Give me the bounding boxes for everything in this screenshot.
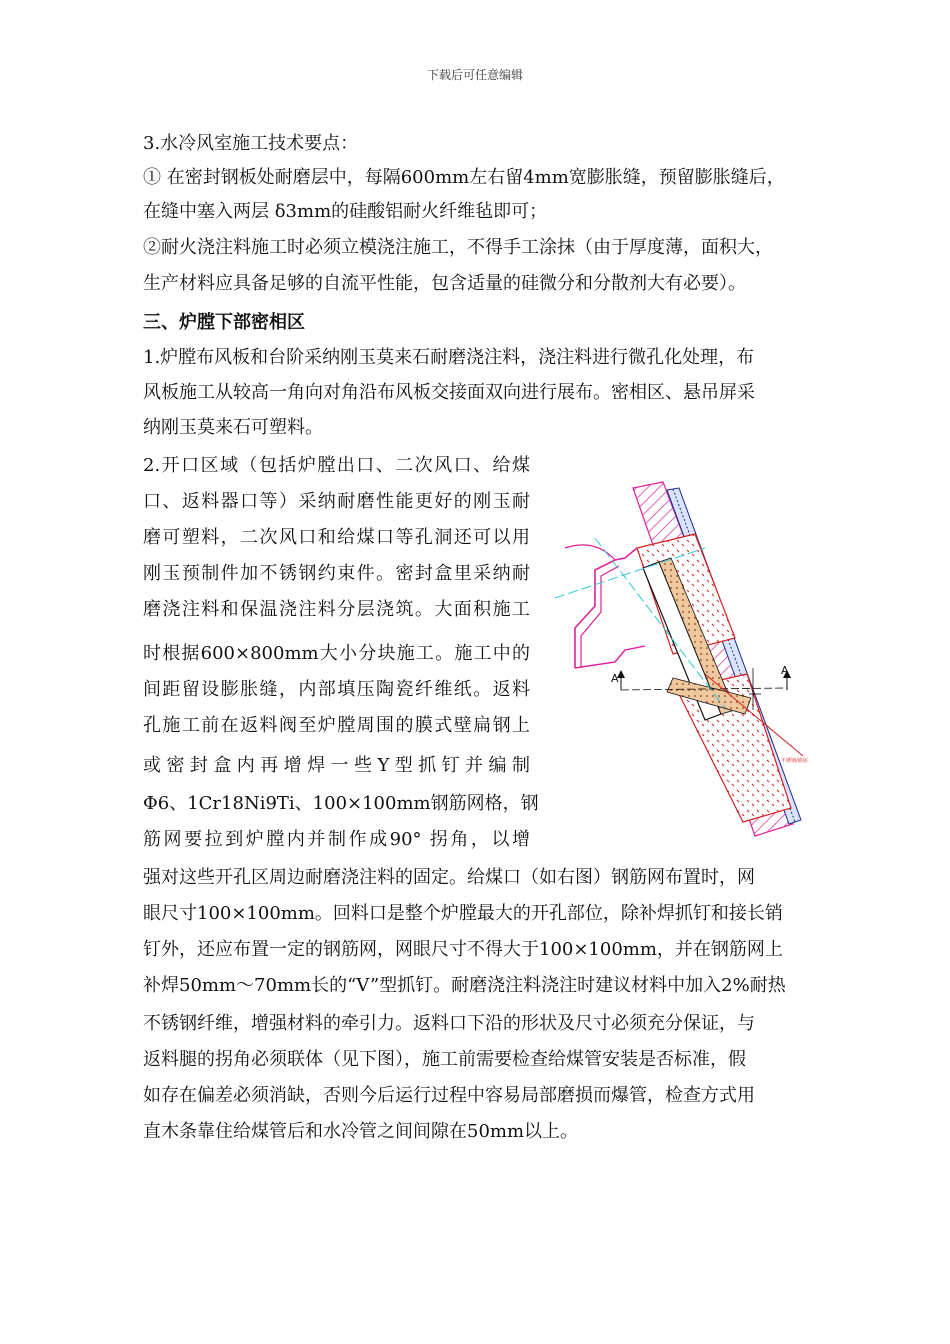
paragraph-line: 强对这些开孔区周边耐磨浇注料的固定。给煤口（如右图）钢筋网布置时，网 [143, 867, 755, 888]
paragraph-line: 风板施工从较高一角向对角沿布风板交接面双向进行展布。密相区、悬吊屏采 [143, 382, 755, 403]
paragraph-line: 在缝中塞入两层 δ3mm的硅酸铝耐火纤维毡即可； [143, 201, 548, 222]
paragraph-line: 或密封盒内再增焊一些Y型抓钉并编制 [143, 755, 530, 776]
section-label-right: A [781, 664, 789, 677]
paragraph-line: 不锈钢纤维，增强材料的牵引力。返料口下沿的形状及尺寸必须充分保证，与 [143, 1013, 755, 1034]
structure-outline-2 [581, 566, 619, 668]
section-heading-dense-zone: 三、炉膛下部密相区 [143, 312, 305, 333]
paragraph-line: 2.开口区域（包括炉膛出口、二次风口、给煤 [143, 455, 530, 476]
paragraph-line: 磨浇注料和保温浇注料分层浇筑。大面积施工 [143, 599, 530, 620]
page-header: 下载后可任意编辑 [426, 68, 523, 82]
structure-outline-3 [575, 646, 645, 668]
arc-outline [565, 545, 615, 560]
paragraph-line: 生产材料应具备足够的自流平性能，包含适量的硅微分和分散剂大有必要）。 [143, 273, 746, 294]
paragraph-line: 1.炉膛布风板和台阶采纳刚玉莫来石耐磨浇注料，浇注料进行微孔化处理，布 [143, 347, 755, 368]
note-label: 不锈钢/锚固 [781, 758, 808, 764]
section-label-left: A [611, 672, 619, 685]
paragraph-line: 补焊50mm～70mm长的“V”型抓钉。耐磨浇注料浇注时建议材料中加入2%耐热 [143, 975, 786, 996]
paragraph-line: 刚玉预制件加不锈钢约束件。密封盒里采纳耐 [143, 563, 530, 584]
paragraph-line: Φ6、1Cr18Ni9Ti、100×100mm钢筋网格，钢 [143, 793, 539, 814]
paragraph-line: 筋网要拉到炉膛内并制作成90° 拐角，以增 [143, 829, 530, 850]
paragraph-line: ① 在密封钢板处耐磨层中，每隔600mm左右留4mm宽膨胀缝，预留膨胀缝后， [143, 167, 785, 188]
paragraph-line: ②耐火浇注料施工时必须立模浇注施工，不得手工涂抹（由于厚度薄，面积大， [143, 237, 773, 258]
paragraph-line: 间距留设膨胀缝，内部填压陶瓷纤维纸。返料 [143, 679, 530, 700]
paragraph-line: 眼尺寸100×100mm。回料口是整个炉膛最大的开孔部位，除补焊抓钉和接长销 [143, 903, 783, 924]
paragraph-line: 直木条靠住给煤管后和水冷管之间间隙在50mm以上。 [143, 1121, 579, 1142]
paragraph-line: 钉外，还应布置一定的钢筋网，网眼尺寸不得大于100×100mm，并在钢筋网上 [143, 939, 783, 960]
paragraph-line: 孔施工前在返料阀至炉膛周围的膜式壁扁钢上 [143, 715, 530, 736]
paragraph-line: 如存在偏差必须消缺，否则今后运行过程中容易局部磨损而爆管，检查方式用 [143, 1085, 755, 1106]
coal-feed-port-diagram [555, 478, 815, 858]
paragraph-line: 返料腿的拐角必须联体（见下图），施工前需要检查给煤管安装是否标准，假 [143, 1049, 746, 1070]
paragraph-line: 时根据600×800mm大小分块施工。施工中的 [143, 643, 530, 664]
paragraph-line: 纳刚玉莫来石可塑料。 [143, 417, 323, 438]
paragraph-line: 口、返料器口等）采纳耐磨性能更好的刚玉耐 [143, 491, 530, 512]
paragraph-line: 磨可塑料，二次风口和给煤口等孔洞还可以用 [143, 527, 530, 548]
section-heading-3: 3.水冷风室施工技术要点： [143, 133, 359, 154]
